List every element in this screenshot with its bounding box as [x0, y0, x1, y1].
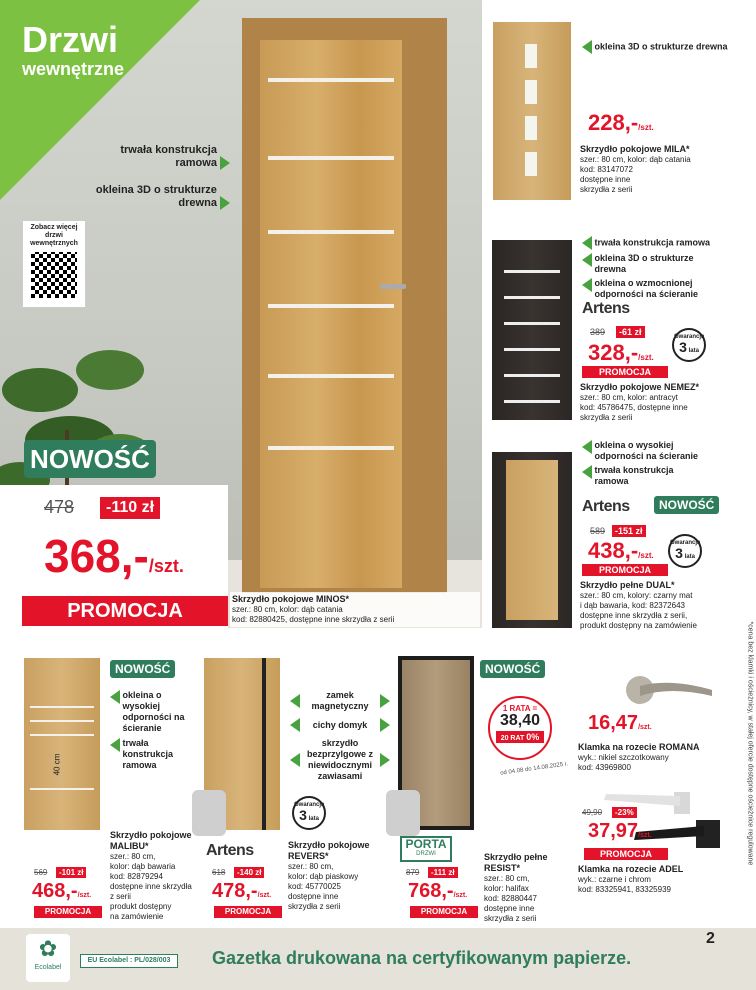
nemez-info — [580, 382, 740, 423]
arrow-left-icon — [582, 465, 592, 479]
detail-line: szer.: 80 cm, — [288, 862, 334, 871]
price-unit: /szt. — [638, 832, 652, 839]
detail-line: kolor: dąb bawaria — [110, 862, 176, 871]
price-value: 16,47 — [588, 712, 639, 734]
artens-logo: Artens — [582, 498, 630, 515]
artens-logo: Artens — [582, 300, 630, 317]
dual-price — [588, 538, 654, 564]
artens-logo: Artens — [206, 842, 254, 859]
guarantee-bottom: lata — [688, 348, 699, 354]
arrow-right-icon — [380, 718, 390, 732]
old-price: 478 — [44, 497, 75, 517]
arrow-left-icon — [582, 236, 592, 250]
detail-line: na zamówienie — [110, 912, 164, 921]
ecolabel-text: Ecolabel — [34, 964, 62, 971]
discount-badge: -151 zł — [612, 525, 646, 537]
promo-label: PROMOCJA — [22, 596, 228, 626]
detail-line: kod: 83147072 — [580, 165, 633, 174]
door-glass-strip — [268, 446, 394, 450]
detail-line: dostępne inne — [288, 892, 339, 901]
detail-line: z serii — [110, 892, 131, 901]
promo-label: PROMOCJA — [582, 564, 668, 576]
promo-label: PROMOCJA — [214, 906, 282, 918]
discount-badge: -61 zł — [616, 326, 645, 338]
mila-info — [580, 144, 740, 195]
arrow-left-icon — [582, 440, 592, 454]
detail-line: kod: 82879294 — [110, 872, 163, 881]
qr-caption: Zobacz więcej drzwi wewnętrznych — [30, 224, 78, 247]
revers-features — [290, 690, 390, 782]
detail-line: i dąb bawaria, kod: 82372643 — [580, 601, 685, 610]
product-name: Klamka na rozecie ROMANA — [578, 742, 700, 752]
product-name: Skrzydło pokojowe MINOS* — [232, 594, 350, 604]
malibu-info — [110, 830, 200, 922]
old-price: 879 — [406, 868, 420, 877]
door-handle — [380, 284, 406, 289]
door-glass-strip — [504, 296, 560, 299]
price-value: 768,- — [408, 880, 454, 902]
romana-price — [588, 712, 652, 735]
detail-line: dostępne inne — [580, 175, 631, 184]
page-number: 2 — [706, 930, 715, 947]
feature-text: trwała konstrukcja ramowa — [594, 237, 711, 248]
title-line1: Drzwi — [22, 19, 119, 60]
door-handle-romana-icon — [620, 668, 716, 708]
product-name: Skrzydło pokojowe MALIBU* — [110, 830, 192, 851]
dual-features — [582, 440, 747, 487]
detail-line: kod: 45770025 — [288, 882, 341, 891]
price — [44, 531, 184, 591]
door-glass-strip — [30, 706, 94, 708]
price-unit: /szt. — [638, 551, 654, 560]
romana-info — [578, 742, 728, 773]
door-glass-strip — [30, 788, 94, 790]
promo-label: PROMOCJA — [34, 906, 102, 918]
old-price: 569 — [34, 868, 48, 877]
door-glass-strip — [30, 734, 94, 736]
detail-line: produkt dostępny — [110, 902, 172, 911]
product-details: szer.: 80 cm, kolor: dąb catania — [232, 605, 343, 614]
mila-feature — [582, 40, 742, 54]
product-name: Skrzydło pokojowe NEMEZ* — [580, 382, 700, 392]
detail-line: kod: 82880447 — [484, 894, 537, 903]
door-glass-strip — [504, 322, 560, 325]
guarantee-number: 3 — [299, 807, 307, 823]
door-minos-image — [260, 40, 402, 588]
footer-slogan: Gazetka drukowana na certyfikowanym papierze. — [212, 948, 632, 968]
adel-price — [588, 820, 652, 843]
price-value: 478,- — [212, 880, 258, 902]
arrow-left-icon — [290, 694, 300, 708]
page-title — [22, 19, 125, 80]
arrow-left-icon — [290, 753, 300, 767]
door-glass — [525, 116, 537, 140]
detail-line: wyk.: czarne i chrom — [578, 875, 651, 884]
promo-label: PROMOCJA — [582, 366, 668, 378]
detail-line: kod: 83325941, 83325939 — [578, 885, 671, 894]
arrow-left-icon — [290, 718, 300, 732]
installment-label: 1 RATA = — [502, 704, 538, 713]
detail-line: produkt dostępny na zamówienie — [580, 621, 697, 630]
detail-line: kolor: dąb piaskowy — [288, 872, 359, 881]
price-value: 468,- — [32, 880, 78, 902]
price-unit: /szt. — [257, 892, 272, 899]
price-value: 438,- — [588, 538, 639, 563]
porta-brand-sub: DRZWI — [416, 851, 436, 857]
dual-info — [580, 580, 740, 631]
feature-text: trwała konstrukcja ramowa — [594, 465, 674, 486]
resist-price — [408, 880, 467, 903]
mila-feature-text: okleina 3D o strukturze drewna — [594, 41, 728, 52]
resist-info — [484, 852, 574, 924]
arrow-right-icon — [220, 196, 230, 210]
door-glass-strip — [268, 374, 394, 378]
price-unit: /szt. — [77, 892, 92, 899]
promo-label: PROMOCJA — [584, 848, 668, 860]
arrow-left-icon — [582, 278, 592, 292]
price-unit: /szt. — [638, 123, 654, 132]
door-dual-image — [492, 452, 572, 628]
detail-line: skrzydła z serii — [484, 914, 537, 923]
porta-brand: PORTA — [405, 837, 447, 851]
detail-line: kod: 45786475, dostępne inne — [580, 403, 688, 412]
door-black-strip — [262, 658, 266, 830]
door-wood-panel — [506, 460, 558, 620]
new-badge: NOWOŚĆ — [654, 496, 719, 514]
guarantee-bottom: lata — [684, 554, 695, 560]
installment-rate: 0% — [526, 732, 540, 742]
porta-logo — [400, 836, 452, 862]
eu-ecolabel-code: EU Ecolabel : PL/028/003 — [80, 954, 178, 968]
feature-text: skrzydło bezprzylgowe z niewidocznymi zawiasami — [306, 738, 373, 781]
arrow-left-icon — [110, 690, 120, 704]
qr-code-box[interactable] — [22, 220, 86, 308]
discount-badge: -110 zł — [100, 497, 160, 519]
malibu-features — [110, 690, 200, 771]
detail-line: skrzydła z serii — [580, 413, 633, 422]
detail-line: dostępne inne skrzydła z serii, — [580, 611, 688, 620]
hero-feature-1 — [80, 144, 230, 170]
arrow-left-icon — [582, 253, 592, 267]
detail-line: kolor: halifax — [484, 884, 529, 893]
feature-text: cichy domyk — [312, 719, 368, 730]
revers-price — [212, 880, 271, 903]
qr-code-icon[interactable] — [31, 252, 77, 298]
arrow-left-icon — [582, 40, 592, 54]
door-glass-strip — [504, 270, 560, 273]
detail-line: skrzydła z serii — [580, 185, 633, 194]
arrow-left-icon — [110, 738, 120, 752]
guarantee-bottom: lata — [308, 816, 319, 822]
guarantee-top: Gwarancja — [674, 334, 705, 340]
new-badge: NOWOŚĆ — [24, 440, 156, 478]
guarantee-badge — [668, 534, 702, 568]
price-unit: /szt. — [148, 556, 184, 576]
new-badge: NOWOŚĆ — [110, 660, 175, 678]
price-unit: /szt. — [638, 353, 654, 362]
detail-line: kod: 43969800 — [578, 763, 631, 772]
detail-line: szer.: 80 cm, kolory: czarny mat — [580, 591, 693, 600]
door-glass-strip — [268, 230, 394, 234]
flower-icon: ✿ — [38, 936, 58, 961]
product-name: Klamka na rozecie ADEL — [578, 864, 684, 874]
product-name: Skrzydło pokojowe MILA* — [580, 144, 690, 154]
feature-text: zamek magnetyczny — [311, 690, 369, 711]
old-price: 618 — [212, 868, 226, 877]
new-badge: NOWOŚĆ — [480, 660, 545, 678]
measure-label: 40 cm — [52, 753, 62, 776]
feature-text: okleina o wysokiej odporności na ścieranie — [594, 440, 699, 461]
door-glass-strip — [504, 374, 560, 377]
door-glass-strip — [268, 78, 394, 82]
door-glass-strip — [30, 720, 94, 722]
nemez-features — [582, 236, 747, 300]
guarantee-top: Gwarancja — [670, 540, 701, 546]
detail-line: dostępne inne — [484, 904, 535, 913]
feature-text: okleina o wzmocnionej odporności na ścieranie — [594, 278, 699, 299]
door-mila-image — [493, 22, 571, 200]
door-glass-strip — [268, 156, 394, 160]
old-price: 49,90 — [582, 808, 603, 817]
detail-line: szer.: 80 cm, kolor: antracyt — [580, 393, 678, 402]
arrow-right-icon — [380, 753, 390, 767]
price-unit: /szt. — [638, 724, 652, 731]
door-glass — [525, 80, 537, 104]
detail-line: szer.: 80 cm, — [484, 874, 530, 883]
promo-label: PROMOCJA — [410, 906, 478, 918]
installment-rate-label: 20 RAT — [500, 735, 525, 742]
old-price: 589 — [590, 526, 606, 536]
feature-text: okleina 3D o strukturze drewna — [594, 253, 694, 274]
product-name: Skrzydło pokojowe REVERS* — [288, 840, 370, 861]
guarantee-badge — [292, 796, 326, 830]
ecolabel-logo — [26, 934, 70, 982]
door-malibu-image — [24, 658, 100, 830]
arrow-right-icon — [220, 156, 230, 170]
price-value: 328,- — [588, 340, 639, 365]
side-note-wrap — [742, 622, 752, 922]
door-glass-strip — [504, 348, 560, 351]
discount-badge: -140 zł — [234, 867, 264, 878]
hero-feature-text: trwała konstrukcja ramowa — [120, 144, 217, 169]
discount-badge: -23% — [612, 807, 637, 818]
door-glass — [525, 44, 537, 68]
title-line2: wewnętrzne — [22, 59, 125, 79]
detail-line: skrzydła z serii — [288, 902, 341, 911]
product-name: Skrzydło pełne RESIST* — [484, 852, 548, 873]
installment-amount: 38,40 — [499, 712, 541, 729]
side-note: *cena bez klamki i ościeżnicy, w stałej ofercie dostępne ościeżnice regulowane — [746, 621, 754, 866]
price-value: 37,97 — [588, 820, 639, 842]
detail-line: wyk.: nikiel szczotkowany — [578, 753, 669, 762]
detail-line: szer.: 80 cm, — [110, 852, 156, 861]
detail-line: szer.: 80 cm, kolor: dąb catania — [580, 155, 691, 164]
detail-line: dostępne inne skrzydła — [110, 882, 192, 891]
malibu-price — [32, 880, 91, 903]
guarantee-top: Gwarancja — [294, 802, 325, 808]
door-glass — [525, 152, 537, 176]
hero-feature-text: okleina 3D o strukturze drewna — [95, 184, 217, 209]
price-value: 368,- — [44, 530, 149, 582]
feature-text: okleina o wysokiej odporności na ścieranie — [122, 690, 185, 733]
guarantee-number: 3 — [675, 545, 683, 561]
hinge-icon — [386, 790, 420, 836]
discount-badge: -111 zł — [428, 867, 458, 878]
nemez-price — [588, 340, 654, 366]
installment-badge — [488, 696, 552, 760]
hero-product-info — [230, 592, 480, 627]
door-glass-strip — [268, 304, 394, 308]
hero-feature-2 — [70, 184, 230, 210]
revers-info — [288, 840, 378, 912]
arrow-right-icon — [380, 694, 390, 708]
installment-period: od 04.08 do 14.08.2025 r. — [499, 761, 569, 777]
mila-price — [588, 110, 654, 136]
old-price: 389 — [590, 327, 606, 337]
adel-info — [578, 864, 728, 895]
product-code: kod: 82880425, dostępne inne skrzydła z serii — [232, 615, 395, 624]
guarantee-badge — [672, 328, 706, 362]
door-nemez-image — [492, 240, 572, 420]
hinge-icon — [192, 790, 226, 836]
door-glass-strip — [504, 400, 560, 403]
price-value: 228,- — [588, 110, 639, 135]
product-name: Skrzydło pełne DUAL* — [580, 580, 675, 590]
guarantee-number: 3 — [679, 339, 687, 355]
price-unit: /szt. — [453, 892, 468, 899]
feature-text: trwała konstrukcja ramowa — [122, 738, 174, 770]
discount-badge: -101 zł — [56, 867, 86, 878]
